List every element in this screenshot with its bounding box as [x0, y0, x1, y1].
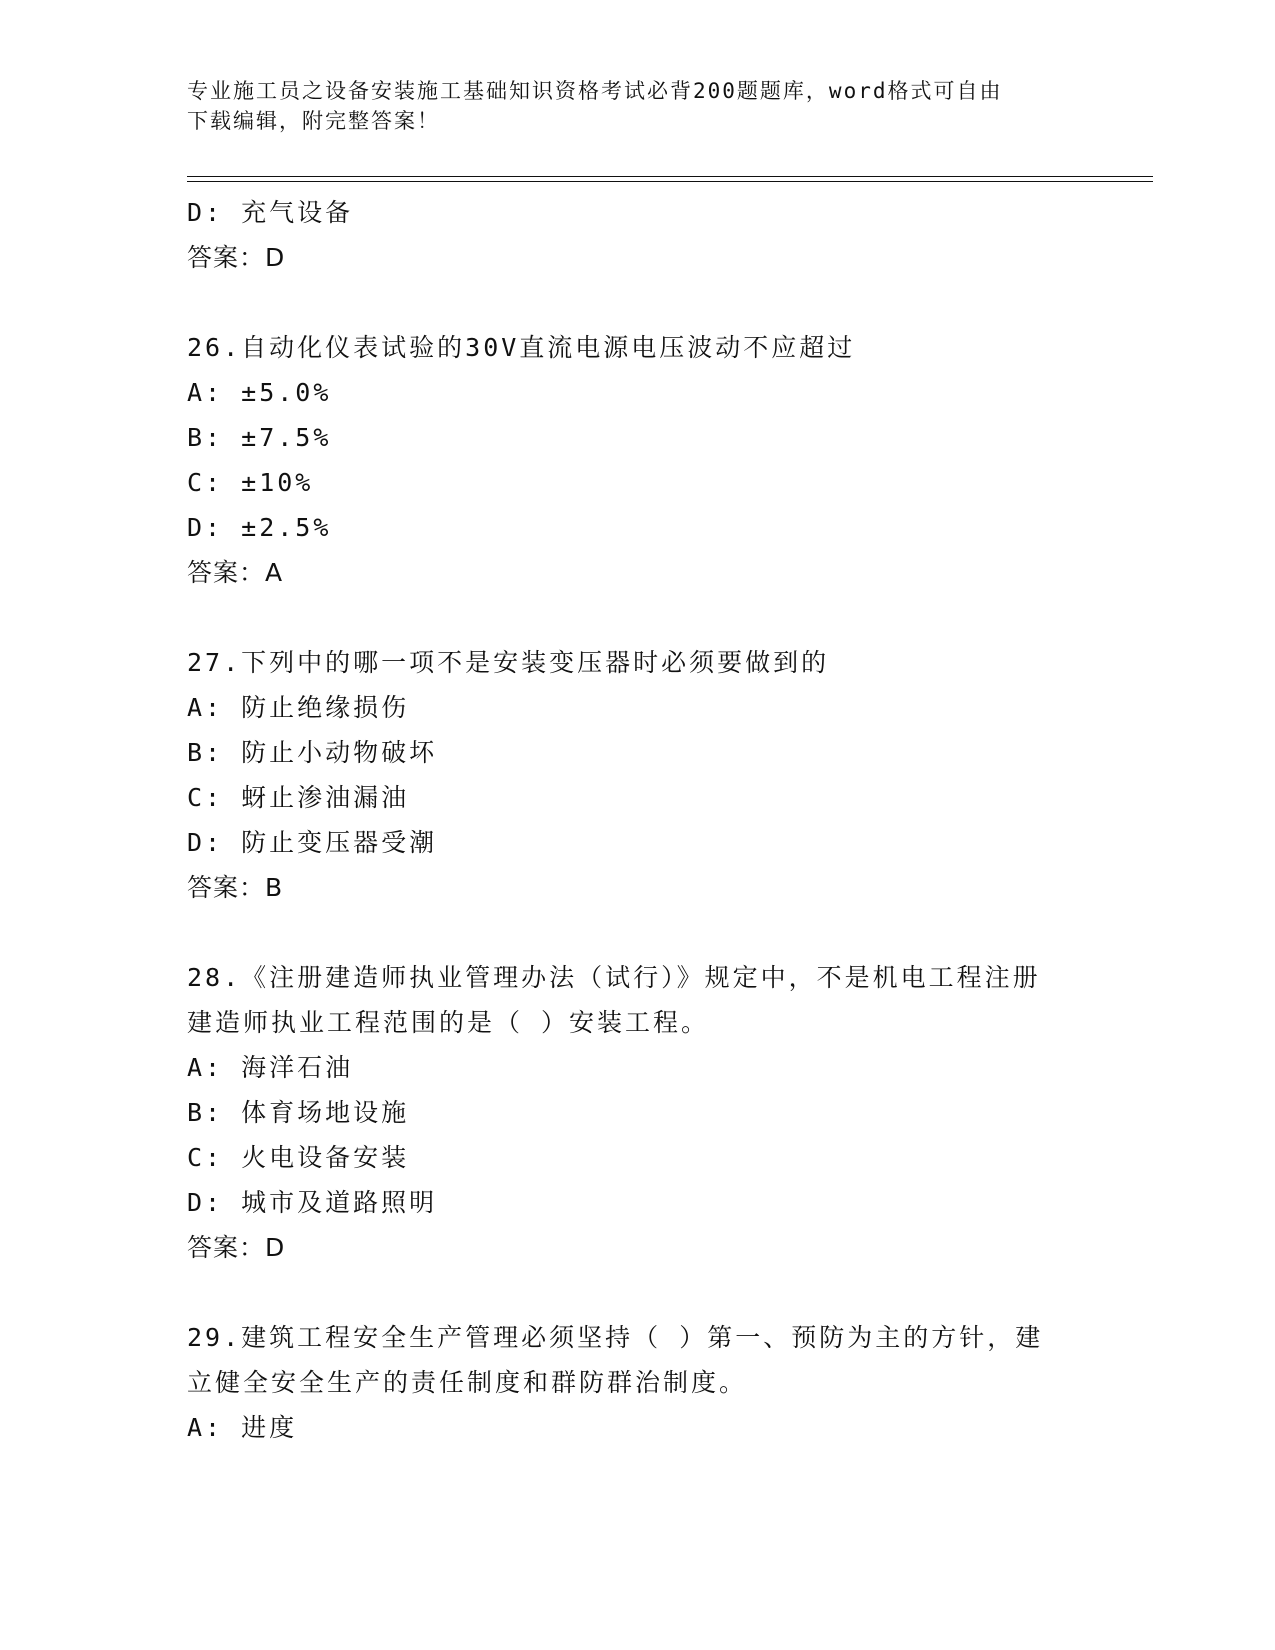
option-b: B: 体育场地设施 — [187, 1098, 410, 1127]
question-29 — [187, 1315, 1087, 1450]
option-b: B: 防止小动物破坏 — [187, 738, 438, 767]
answer: 答案：A — [187, 558, 284, 587]
question-stem-line-1: 28.《注册建造师执业管理办法（试行）》规定中，不是机电工程注册 — [187, 963, 1041, 992]
document-header — [187, 76, 1087, 136]
answer: 答案：D — [187, 1233, 286, 1262]
question-28 — [187, 955, 1087, 1270]
option-a: A: 海洋石油 — [187, 1053, 354, 1082]
answer: 答案：B — [187, 873, 284, 902]
option-a: A: 防止绝缘损伤 — [187, 693, 410, 722]
spacer — [187, 910, 1087, 955]
option-d: D: 城市及道路照明 — [187, 1188, 438, 1217]
question-stem-line-1: 29.建筑工程安全生产管理必须坚持（ ）第一、预防为主的方针，建 — [187, 1323, 1044, 1352]
document-body — [187, 190, 1087, 1450]
question-stem: 26.自动化仪表试验的30V直流电源电压波动不应超过 — [187, 333, 856, 362]
spacer — [187, 1270, 1087, 1315]
header-title-line-1: 专业施工员之设备安装施工基础知识资格考试必背200题题库，word格式可自由 — [187, 79, 1003, 103]
option-d: D: ±2.5% — [187, 513, 332, 542]
option-c: C: 蚜止渗油漏油 — [187, 783, 410, 812]
question-26 — [187, 325, 1087, 595]
option-c: C: 火电设备安装 — [187, 1143, 410, 1172]
spacer — [187, 595, 1087, 640]
option-c: C: ±10% — [187, 468, 314, 497]
previous-answer: 答案：D — [187, 243, 286, 272]
header-title-line-2: 下载编辑，附完整答案！ — [187, 109, 440, 133]
question-stem-line-2: 建造师执业工程范围的是（ ）安装工程。 — [187, 1008, 710, 1037]
header-divider-top — [187, 176, 1153, 177]
option-a: A: 进度 — [187, 1413, 298, 1442]
spacer — [187, 280, 1087, 325]
question-27 — [187, 640, 1087, 910]
option-a: A: ±5.0% — [187, 378, 332, 407]
question-stem: 27.下列中的哪一项不是安装变压器时必须要做到的 — [187, 648, 830, 677]
previous-option-d: D: 充气设备 — [187, 198, 354, 227]
question-stem-line-2: 立健全安全生产的责任制度和群防群治制度。 — [187, 1368, 748, 1397]
option-b: B: ±7.5% — [187, 423, 332, 452]
header-divider-bottom — [187, 181, 1153, 182]
option-d: D: 防止变压器受潮 — [187, 828, 438, 857]
